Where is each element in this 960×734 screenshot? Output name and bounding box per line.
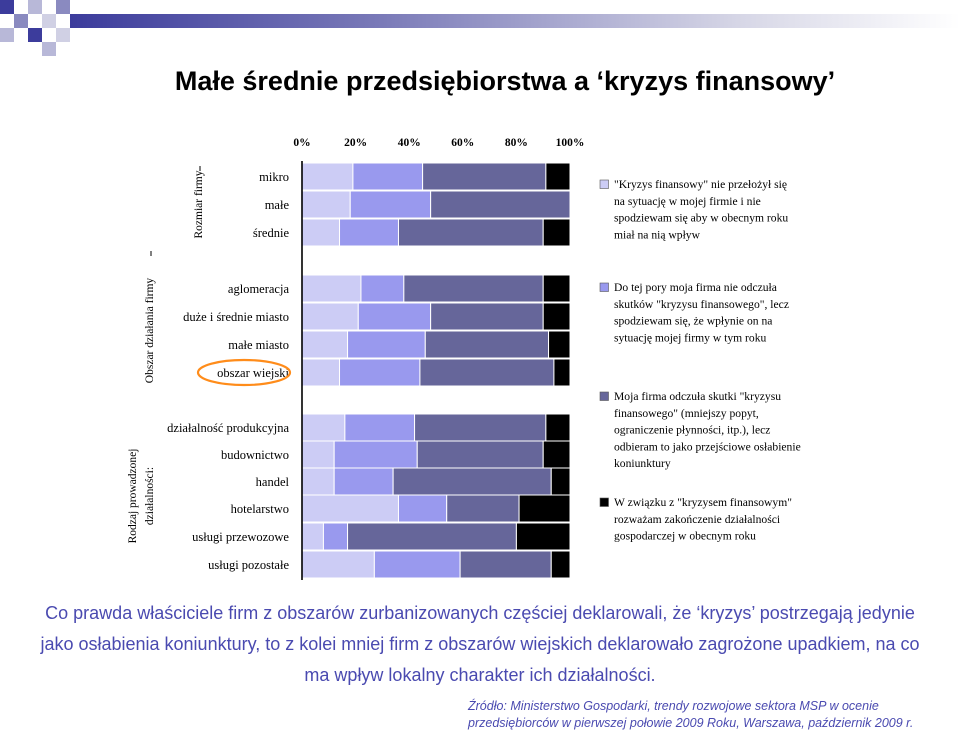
bar-segment (447, 495, 519, 522)
category-label: działalność produkcyjna (167, 421, 289, 435)
category-label: aglomeracja (227, 282, 289, 296)
group-label: Rodzaj prowadzonej (127, 448, 139, 544)
legend-label: Do tej pory moja firma nie odczuła skutków "kryzysu finansowego", lecz spodziewam się, że wpłynie on na sytuację mojej firmy w tym roku (614, 281, 789, 345)
category-label: małe miasto (228, 338, 289, 352)
category-label: budownictwo (220, 448, 289, 462)
group-label: Rozmiar firmy (193, 170, 205, 239)
x-tick-label: 0% (293, 137, 311, 149)
bar-segment (302, 331, 348, 358)
category-label: średnie (252, 226, 289, 240)
bar-segment (340, 219, 399, 246)
x-tick-label: 20% (344, 137, 368, 149)
bar-segment (543, 275, 570, 302)
source-line-1: Źródło: Ministerstwo Gospodarki, trendy rozwojowe sektora MSP w ocenie (468, 699, 879, 713)
bar-segment (302, 468, 334, 495)
bar-segment (358, 303, 430, 330)
legend-entry (600, 390, 801, 470)
category-label: hotelarstwo (230, 502, 289, 516)
bar-segment (398, 219, 543, 246)
category-label: małe (264, 198, 289, 212)
bar-segment (417, 441, 543, 468)
bar-segment (348, 331, 426, 358)
source-line-2: przedsiębiorców w pierwszej połowie 2009 Roku, Warszawa, październik 2009 r. (468, 716, 914, 730)
group-label: Obszar działania firmy (144, 277, 156, 384)
bar-segment (543, 441, 570, 468)
bar-segment (302, 551, 374, 578)
bar-segment (420, 359, 554, 386)
x-tick-label: 100% (555, 137, 585, 149)
bar-segment (393, 468, 551, 495)
bar-segment (353, 163, 423, 190)
x-tick-label: 60% (451, 137, 475, 149)
bar-segment (334, 441, 417, 468)
bar-segment (302, 191, 350, 218)
bar-segment (361, 275, 404, 302)
bar-segment (302, 441, 334, 468)
group-label: działalności: (144, 466, 156, 526)
bar-segment (460, 551, 551, 578)
x-tick-label: 40% (397, 137, 421, 149)
bar-segment (340, 359, 420, 386)
bar-segment (302, 495, 398, 522)
legend-swatch (600, 392, 609, 401)
bar-segment (516, 523, 570, 550)
bar-segment (348, 523, 517, 550)
category-label: handel (255, 475, 289, 489)
legend-entry (600, 496, 792, 543)
legend-label: Moja firma odczuła skutki "kryzysu finansowego" (mniejszy popyt, ograniczenie płynności, itp.), lecz odbieram to jako przejściowe osłabienie koniunktury (614, 390, 801, 471)
bar-segment (302, 219, 340, 246)
legend-swatch (600, 498, 609, 507)
bar-segment (519, 495, 570, 522)
slide-title: Małe średnie przedsiębiorstwa a ‘kryzys finansowy’ (174, 66, 836, 96)
x-tick-label: 80% (504, 137, 528, 149)
category-label: obszar wiejski (217, 366, 289, 380)
legend-label: W związku z "kryzysem finansowym" rozważam zakończenie działalności gospodarczej w obecnym roku (614, 496, 792, 543)
bar-segment (323, 523, 347, 550)
bar-segment (302, 303, 358, 330)
bar-segment (551, 468, 570, 495)
bar-segment (302, 163, 353, 190)
bar-segment (302, 523, 323, 550)
category-label: usługi pozostałe (208, 558, 289, 572)
bar-segment (404, 275, 543, 302)
bar-segment (425, 331, 548, 358)
bar-segment (546, 163, 570, 190)
bar-segment (350, 191, 430, 218)
corner-decoration (0, 0, 960, 56)
bar-segment (431, 303, 544, 330)
bar-segment (543, 303, 570, 330)
bar-segment (302, 275, 361, 302)
legend-swatch (600, 180, 609, 189)
legend-swatch (600, 283, 609, 292)
bar-segment (398, 495, 446, 522)
category-label: usługi przewozowe (192, 530, 289, 544)
legend-entry (600, 281, 789, 344)
bar-segment (431, 191, 570, 218)
bar-segment (549, 331, 570, 358)
source-note (468, 698, 958, 732)
stacked-bar-chart (120, 125, 840, 585)
bar-segment (551, 551, 570, 578)
bar-segment (415, 414, 546, 441)
bar-segment (543, 219, 570, 246)
category-label: duże i średnie miasto (183, 310, 289, 324)
legend-label: "Kryzys finansowy" nie przełożył się na sytuację w mojej firmie i nie spodziewam się aby w obecnym roku miał na nią wpływ (614, 178, 789, 242)
bar-segment (345, 414, 415, 441)
bar-segment (546, 414, 570, 441)
category-label: mikro (259, 170, 289, 184)
bar-segment (374, 551, 460, 578)
bar-segment (423, 163, 546, 190)
slide-caption: Co prawda właściciele firm z obszarów zurbanizowanych częściej deklarowali, że ‘kryzys’ postrzegają jedynie jako osłabienia koniunktury, to z kolei mniej firm z obszarów wiejskich deklarowało zagrożone upadkiem, na co ma wpływ lokalny charakter ich działalności. (40, 603, 920, 685)
bar-segment (554, 359, 570, 386)
bar-segment (334, 468, 393, 495)
bar-segment (302, 414, 345, 441)
legend-entry (600, 178, 788, 241)
bar-segment (302, 359, 340, 386)
